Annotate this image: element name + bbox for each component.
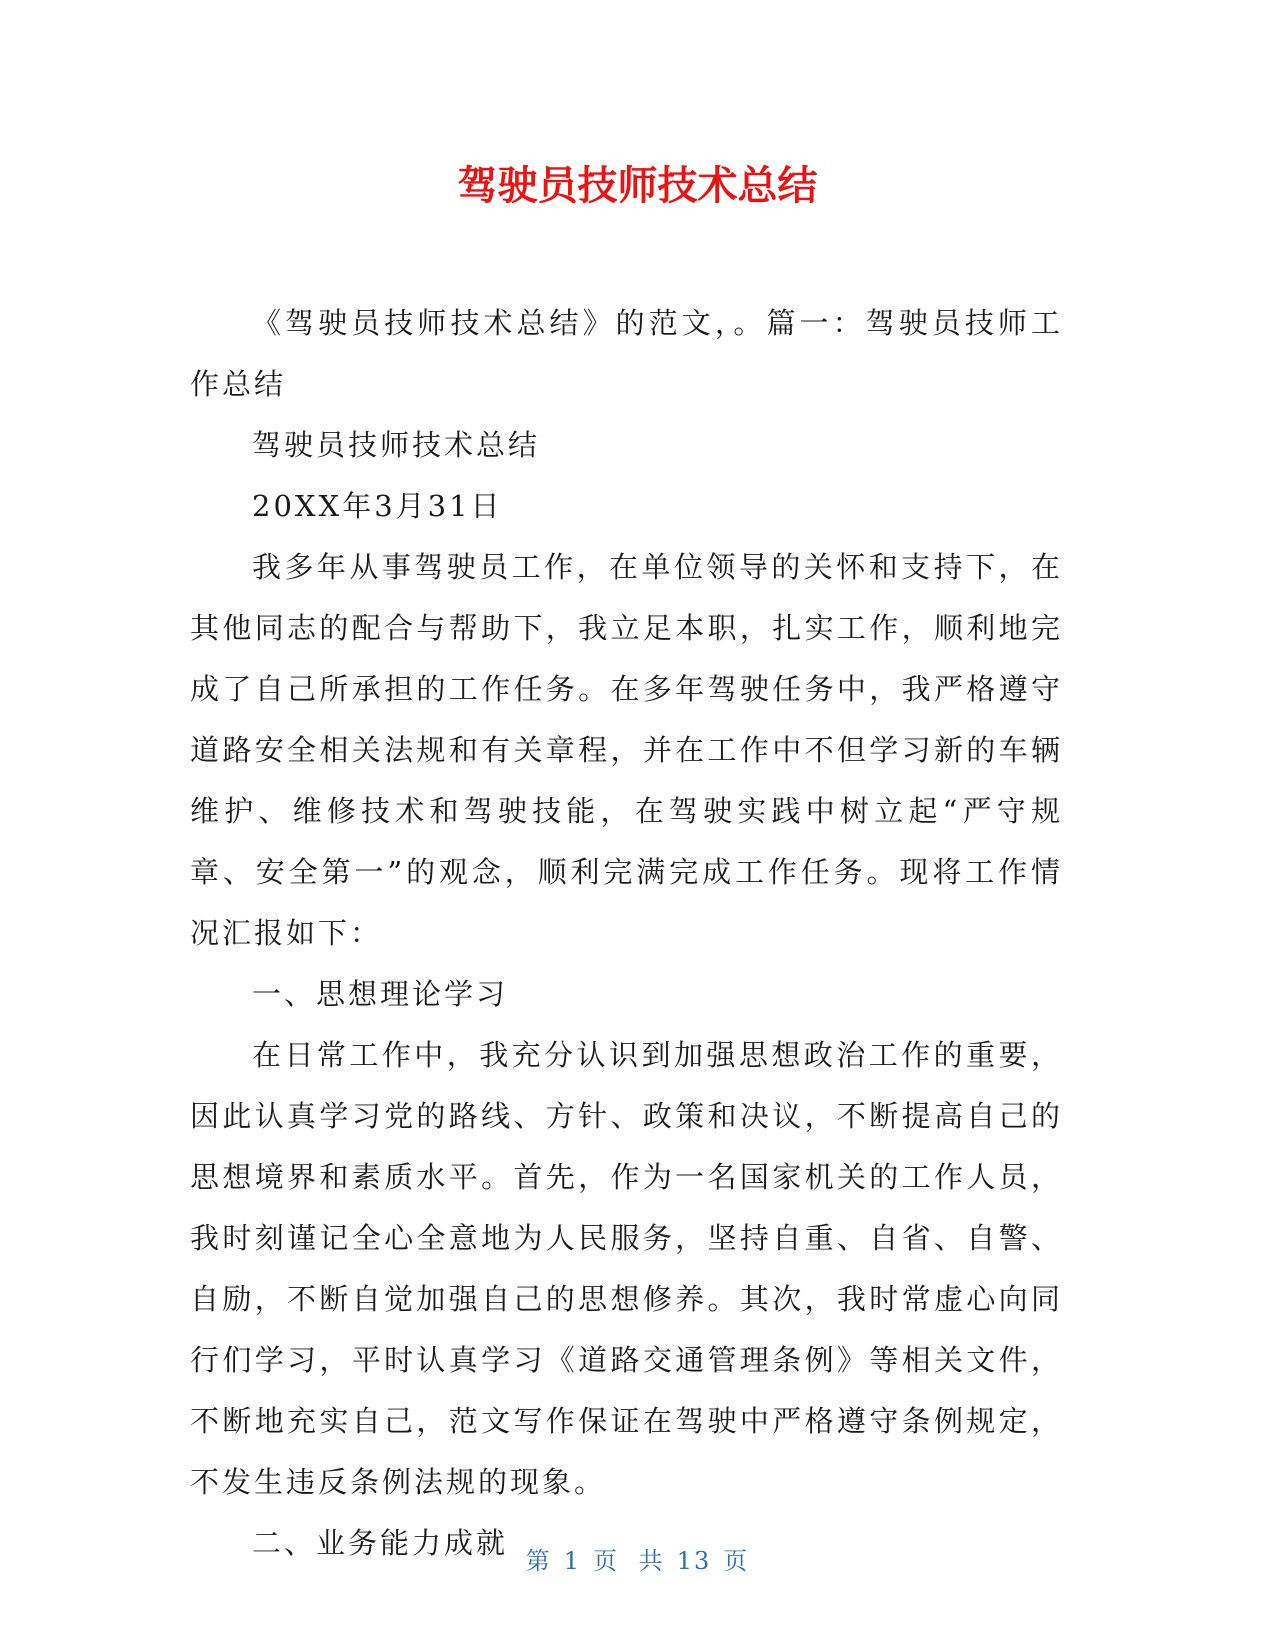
footer-middle: 页 共 xyxy=(593,1547,665,1575)
document-body xyxy=(190,293,1063,1574)
document-title: 驾驶员技师技术总结 xyxy=(457,163,818,209)
subtitle-line: 驾驶员技师技术总结 xyxy=(252,428,541,462)
footer-prefix: 第 xyxy=(525,1547,552,1575)
page-footer xyxy=(0,1545,1275,1577)
footer-suffix: 页 xyxy=(723,1547,750,1575)
intro-paragraph: 《驾驶员技师技术总结》的范文，。篇一：驾驶员技师工作总结 xyxy=(190,306,1063,401)
body-paragraph: 在日常工作中，我充分认识到加强思想政治工作的重要，因此认真学习党的路线、方针、政策和决议，不断提高自己的思想境界和素质水平。首先，作为一名国家机关的工作人员，我时刻谨记全心全意地为人民服务，坚持自重、自省、自警、自励，不断自觉加强自己的思想修养。其次，我时常虚心向同行们学习，平时认真学习《道路交通管理条例》等相关文件，不断地充实自己，范文写作保证在驾驶中严格遵守条例规定，不发生违反条例法规的现象。 xyxy=(190,1038,1063,1499)
footer-current-page: 1 xyxy=(563,1547,582,1575)
date-line: 20XX年3月31日 xyxy=(252,489,503,523)
section-heading: 二、业务能力成就 xyxy=(252,1526,509,1560)
footer-total-pages: 13 xyxy=(676,1547,712,1575)
body-paragraph: 我多年从事驾驶员工作，在单位领导的关怀和支持下，在其他同志的配合与帮助下，我立足本职，扎实工作，顺利地完成了自己所承担的工作任务。在多年驾驶任务中，我严格遵守道路安全相关法规和有关章程，并在工作中不但学习新的车辆维护、维修技术和驾驶技能，在驾驶实践中树立起“严守规章、安全第一”的观念，顺利完满完成工作任务。现将工作情况汇报如下： xyxy=(190,550,1063,950)
section-heading: 一、思想理论学习 xyxy=(252,977,509,1011)
